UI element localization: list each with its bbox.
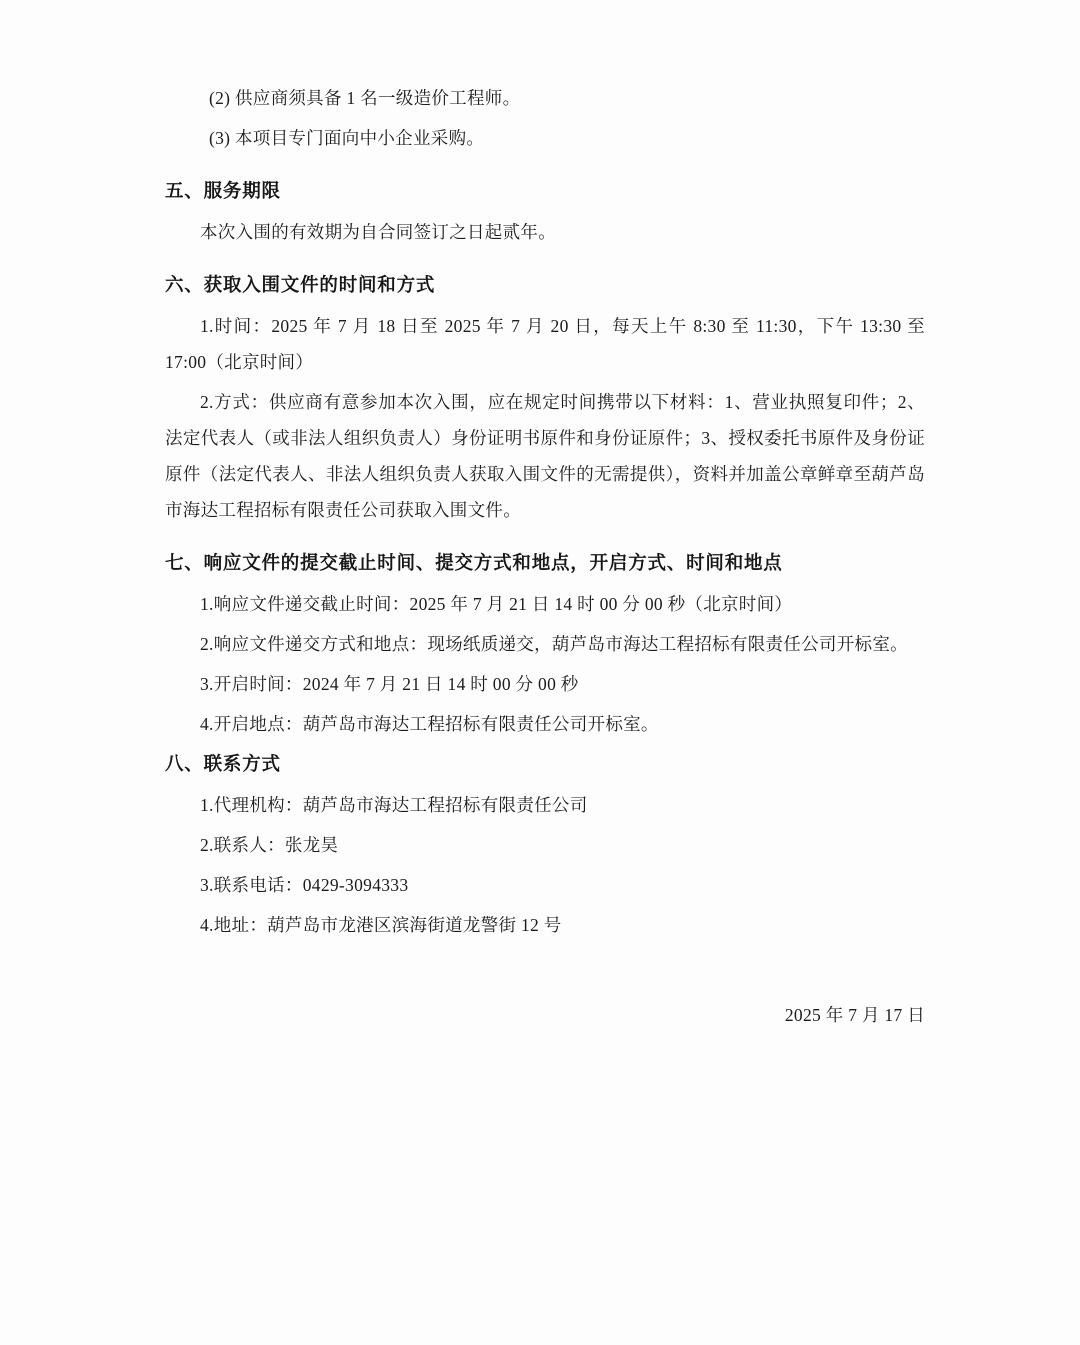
paragraph-opening-place: 4.开启地点：葫芦岛市海达工程招标有限责任公司开标室。 (200, 714, 659, 734)
section-title-obtain-documents: 六、获取入围文件的时间和方式 (165, 274, 436, 295)
paragraph-obtain-method: 2.方式：供应商有意参加本次入围，应在规定时间携带以下材料：1、营业执照复印件；2、法定代表人（或非法人组织负责人）身份证明书原件和身份证原件；3、授权委托书原件及身份证原件（法定代表人、非法人组织负责人获取入围文件的无需提供），资料并加盖公章鲜章至葫芦岛市海达工程招标有限责任公司获取入围文件。 (165, 392, 925, 520)
paragraph-submission-deadline: 1.响应文件递交截止时间：2025 年 7 月 21 日 14 时 00 分 00 秒（北京时间） (200, 594, 793, 614)
sign-date: 2025 年 7 月 17 日 (784, 1005, 925, 1025)
paragraph-agency: 1.代理机构：葫芦岛市海达工程招标有限责任公司 (200, 795, 588, 815)
paragraph-service-period: 本次入围的有效期为自合同签订之日起贰年。 (200, 222, 556, 242)
paragraph-address: 4.地址：葫芦岛市龙港区滨海街道龙警街 12 号 (200, 915, 562, 935)
clause-item-3: (3) 本项目专门面向中小企业采购。 (209, 128, 485, 148)
document-body (165, 80, 925, 1033)
paragraph-opening-time: 3.开启时间：2024 年 7 月 21 日 14 时 00 分 00 秒 (200, 674, 579, 694)
paragraph-obtain-time: 1.时间：2025 年 7 月 18 日至 2025 年 7 月 20 日，每天上午 8:30 至 11:30，下午 13:30 至 17:00（北京时间） (165, 316, 925, 372)
paragraph-submission-method: 2.响应文件递交方式和地点：现场纸质递交，葫芦岛市海达工程招标有限责任公司开标室。 (200, 634, 908, 654)
section-title-submission: 七、响应文件的提交截止时间、提交方式和地点，开启方式、时间和地点 (165, 552, 783, 573)
clause-item-2: (2) 供应商须具备 1 名一级造价工程师。 (209, 88, 521, 108)
section-title-contact: 八、联系方式 (165, 753, 281, 774)
paragraph-contact-person: 2.联系人：张龙昊 (200, 835, 339, 855)
paragraph-contact-phone: 3.联系电话：0429-3094333 (200, 875, 409, 895)
section-title-service-period: 五、服务期限 (165, 180, 281, 201)
